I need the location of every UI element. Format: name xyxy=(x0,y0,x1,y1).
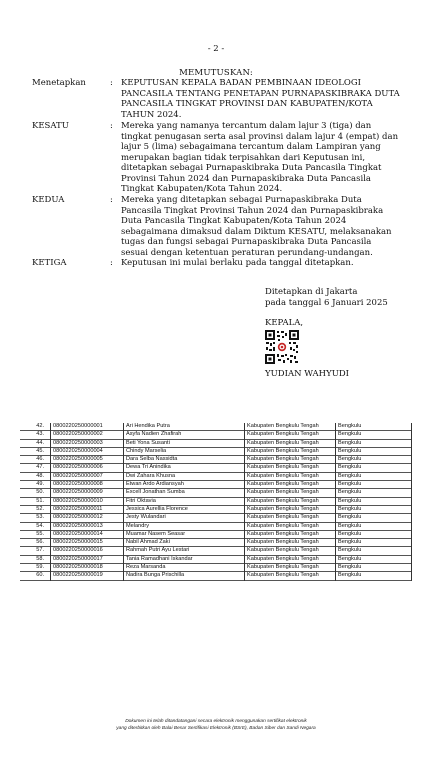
row-province: Bengkulu xyxy=(336,539,412,547)
text-line: Tingkat Kabupaten/Kota Tahun 2024. xyxy=(121,184,283,194)
row-code: 0800220250000014 xyxy=(51,530,124,538)
row-name: Reza Marsanda xyxy=(126,564,166,571)
row-regency: Kabupaten Bengkulu Tengah xyxy=(245,539,336,547)
row-number: 44. xyxy=(36,439,44,446)
text-line: sesuai dengan ketentuan peraturan perundang-undangan. xyxy=(121,247,373,258)
row-province: Bengkulu xyxy=(336,489,412,497)
row-regency: Kabupaten Bengkulu Tengah xyxy=(245,547,336,555)
qr-code-icon xyxy=(265,330,299,364)
section-colon: : xyxy=(110,258,113,268)
row-regency: Kabupaten Bengkulu Tengah xyxy=(245,497,336,505)
row-name: Excell Jonathan Sumba xyxy=(126,489,185,496)
roster-table xyxy=(20,423,412,581)
section-text-menetapkan xyxy=(121,78,400,120)
text-line: ditetapkan sebagai Purnapaskibraka Duta Pancasila Tingkat xyxy=(121,163,382,173)
table-row xyxy=(20,447,412,455)
text-line: Keputusan ini mulai berlaku pada tanggal ditetapkan. xyxy=(121,258,354,268)
row-regency: Kabupaten Bengkulu Tengah xyxy=(245,456,336,464)
row-code: 0800220250000017 xyxy=(51,555,124,563)
row-number: 48. xyxy=(36,472,44,479)
table-row xyxy=(20,514,412,522)
signature-place: Ditetapkan di Jakarta xyxy=(265,287,358,297)
section-colon: : xyxy=(110,78,113,88)
section-label-menetapkan: Menetapkan xyxy=(32,78,86,88)
section-text-kedua xyxy=(121,195,400,258)
row-province: Bengkulu xyxy=(336,514,412,522)
row-number: 57. xyxy=(36,547,44,554)
table-row xyxy=(20,564,412,572)
signatory-name: YUDIAN WAHYUDI xyxy=(265,369,350,379)
table-row xyxy=(20,539,412,547)
row-province: Bengkulu xyxy=(336,530,412,538)
row-name: Dwi Zahara Khusna xyxy=(126,472,176,479)
table-row xyxy=(20,439,412,447)
row-number: 53. xyxy=(36,514,44,521)
row-name: Asyfa Nadien Zhafirah xyxy=(126,431,182,438)
decision-heading: MEMUTUSKAN: xyxy=(179,68,253,78)
row-name: Chindy Marselia xyxy=(126,447,167,454)
row-number: 55. xyxy=(36,530,44,537)
row-province: Bengkulu xyxy=(336,555,412,563)
text-line: merupakan bagian tidak terpisahkan dari Keputusan ini, xyxy=(121,152,366,163)
row-number: 47. xyxy=(36,464,44,471)
row-name: Ari Hendika Putra xyxy=(126,423,170,429)
row-regency: Kabupaten Bengkulu Tengah xyxy=(245,439,336,447)
table-row xyxy=(20,472,412,480)
row-name: Nabil Ahmad Zaki xyxy=(126,539,170,546)
row-regency: Kabupaten Bengkulu Tengah xyxy=(245,481,336,489)
row-code: 0800220250000010 xyxy=(51,497,124,505)
row-number: 60. xyxy=(36,572,44,579)
row-province: Bengkulu xyxy=(336,447,412,455)
section-text-ketiga xyxy=(121,258,400,269)
signature-title: KEPALA, xyxy=(265,318,304,328)
row-province: Bengkulu xyxy=(336,423,412,431)
table-row xyxy=(20,547,412,555)
row-regency: Kabupaten Bengkulu Tengah xyxy=(245,514,336,522)
row-province: Bengkulu xyxy=(336,431,412,439)
row-number: 46. xyxy=(36,456,44,463)
section-colon: : xyxy=(110,195,113,205)
row-province: Bengkulu xyxy=(336,547,412,555)
row-code: 0800220250000012 xyxy=(51,514,124,522)
text-line: tugas dan fungsi sebagai Purnapaskibraka Duta Pancasila xyxy=(121,237,372,247)
row-number: 50. xyxy=(36,489,44,496)
text-line: PANCASILA TINGKAT PROVINSI DAN KABUPATEN/KOTA xyxy=(121,99,373,109)
row-code: 0800220250000013 xyxy=(51,522,124,530)
row-number: 54. xyxy=(36,522,44,529)
row-regency: Kabupaten Bengkulu Tengah xyxy=(245,447,336,455)
row-regency: Kabupaten Bengkulu Tengah xyxy=(245,489,336,497)
row-number: 59. xyxy=(36,564,44,571)
row-province: Bengkulu xyxy=(336,456,412,464)
row-code: 0800220250000007 xyxy=(51,472,124,480)
row-number: 52. xyxy=(36,505,44,512)
row-name: Melandry xyxy=(126,522,150,529)
row-number: 42. xyxy=(36,423,44,429)
text-line: lajur 5 (lima) sebagaimana tercantum dalam Lampiran yang xyxy=(121,142,381,152)
table-row xyxy=(20,464,412,472)
row-name: Jessica Aurellia Florence xyxy=(126,505,188,512)
row-code: 0800220250000003 xyxy=(51,439,124,447)
text-line: Mereka yang ditetapkan sebagai Purnapaskibraka Duta xyxy=(121,195,362,205)
row-number: 45. xyxy=(36,447,44,454)
page-number: - 2 - xyxy=(207,44,225,54)
footer-line: yang diterbitkan oleh Balai Besar Sertifikasi Elektronik (BSrE), Badan Siber dan Sandi Negara xyxy=(116,726,316,731)
row-code: 0800220250000015 xyxy=(51,539,124,547)
row-number: 43. xyxy=(36,431,44,438)
footer-line: Dokumen ini telah ditandatangani secara elektronik menggunakan sertifikat elektronik xyxy=(125,719,307,724)
section-colon: : xyxy=(110,121,113,131)
row-code: 0800220250000004 xyxy=(51,447,124,455)
row-regency: Kabupaten Bengkulu Tengah xyxy=(245,530,336,538)
row-code: 0800220250000005 xyxy=(51,456,124,464)
table-row xyxy=(20,530,412,538)
section-label-ketiga: KETIGA xyxy=(32,258,67,268)
text-line: tingkat penugasan serta asal provinsi dalam lajur 4 (empat) dan xyxy=(121,131,399,142)
row-name: Dewa Tri Anindika xyxy=(126,464,171,471)
table-row xyxy=(20,431,412,439)
row-code: 0800220250000009 xyxy=(51,489,124,497)
row-number: 49. xyxy=(36,481,44,488)
table-row xyxy=(20,572,412,580)
row-province: Bengkulu xyxy=(336,505,412,513)
text-line: TAHUN 2024. xyxy=(121,109,182,120)
text-line: Mereka yang namanya tercantum dalam lajur 3 (tiga) dan xyxy=(121,121,372,131)
row-code: 0800220250000016 xyxy=(51,547,124,555)
text-line: Provinsi Tahun 2024 dan Purnapaskibraka Duta Pancasila xyxy=(121,173,371,184)
table-row xyxy=(20,497,412,505)
row-name: Fitri Oktavia xyxy=(126,497,156,504)
row-regency: Kabupaten Bengkulu Tengah xyxy=(245,555,336,563)
table-row xyxy=(20,555,412,563)
row-province: Bengkulu xyxy=(336,564,412,572)
row-province: Bengkulu xyxy=(336,481,412,489)
table-row xyxy=(20,481,412,489)
row-regency: Kabupaten Bengkulu Tengah xyxy=(245,431,336,439)
row-name: Tania Ramadhani Iskandar xyxy=(126,555,193,562)
row-regency: Kabupaten Bengkulu Tengah xyxy=(245,564,336,572)
text-line: sebagaimana dimaksud dalam Diktum KESATU, melaksanakan xyxy=(121,226,392,237)
section-label-kesatu: KESATU xyxy=(32,121,69,131)
row-code: 0800220250000006 xyxy=(51,464,124,472)
row-name: Jesty Wulandari xyxy=(126,514,166,521)
roster-body xyxy=(20,423,412,580)
signature-date: pada tanggal 6 Januari 2025 xyxy=(265,298,388,308)
row-name: Rahmah Putri Ayu Lestari xyxy=(126,547,190,554)
row-regency: Kabupaten Bengkulu Tengah xyxy=(245,572,336,580)
row-name: Dara Selba Nassidta xyxy=(126,456,178,463)
row-province: Bengkulu xyxy=(336,497,412,505)
text-line: PANCASILA TENTANG PENETAPAN PURNAPASKIBRAKA DUTA xyxy=(121,88,400,99)
row-number: 56. xyxy=(36,539,44,546)
row-name: Muamar Nasem Seasar xyxy=(126,530,186,537)
row-name: Nadira Bunga Prischilla xyxy=(126,572,185,579)
row-province: Bengkulu xyxy=(336,439,412,447)
section-label-kedua: KEDUA xyxy=(32,195,65,205)
text-line: Pancasila Tingkat Provinsi Tahun 2024 dan Purnapaskibraka xyxy=(121,205,384,216)
row-number: 51. xyxy=(36,497,44,504)
section-text-kesatu xyxy=(121,121,400,195)
table-row xyxy=(20,456,412,464)
table-row xyxy=(20,489,412,497)
table-row xyxy=(20,505,412,513)
text-line: Duta Pancasila Tingkat Kabupaten/Kota Tahun 2024 xyxy=(121,216,347,226)
row-regency: Kabupaten Bengkulu Tengah xyxy=(245,505,336,513)
text-line: KEPUTUSAN KEPALA BADAN PEMBINAAN IDEOLOGI xyxy=(121,78,362,88)
row-number: 58. xyxy=(36,555,44,562)
table-row xyxy=(20,522,412,530)
row-code: 0800220250000001 xyxy=(51,423,124,431)
row-code: 0800220250000011 xyxy=(51,505,124,513)
row-code: 0800220250000018 xyxy=(51,564,124,572)
row-regency: Kabupaten Bengkulu Tengah xyxy=(245,472,336,480)
row-regency: Kabupaten Bengkulu Tengah xyxy=(245,464,336,472)
row-code: 0800220250000002 xyxy=(51,431,124,439)
row-name: Beti Yona Susanti xyxy=(126,439,170,446)
row-regency: Kabupaten Bengkulu Tengah xyxy=(245,423,336,431)
row-province: Bengkulu xyxy=(336,522,412,530)
table-row xyxy=(20,423,412,431)
row-name: Etwan Ardo Ardiansyah xyxy=(126,481,184,488)
electronic-signature-footer xyxy=(0,718,432,732)
row-code: 0800220250000008 xyxy=(51,481,124,489)
row-code: 0800220250000019 xyxy=(51,572,124,580)
row-regency: Kabupaten Bengkulu Tengah xyxy=(245,522,336,530)
row-province: Bengkulu xyxy=(336,572,412,580)
row-province: Bengkulu xyxy=(336,472,412,480)
row-province: Bengkulu xyxy=(336,464,412,472)
